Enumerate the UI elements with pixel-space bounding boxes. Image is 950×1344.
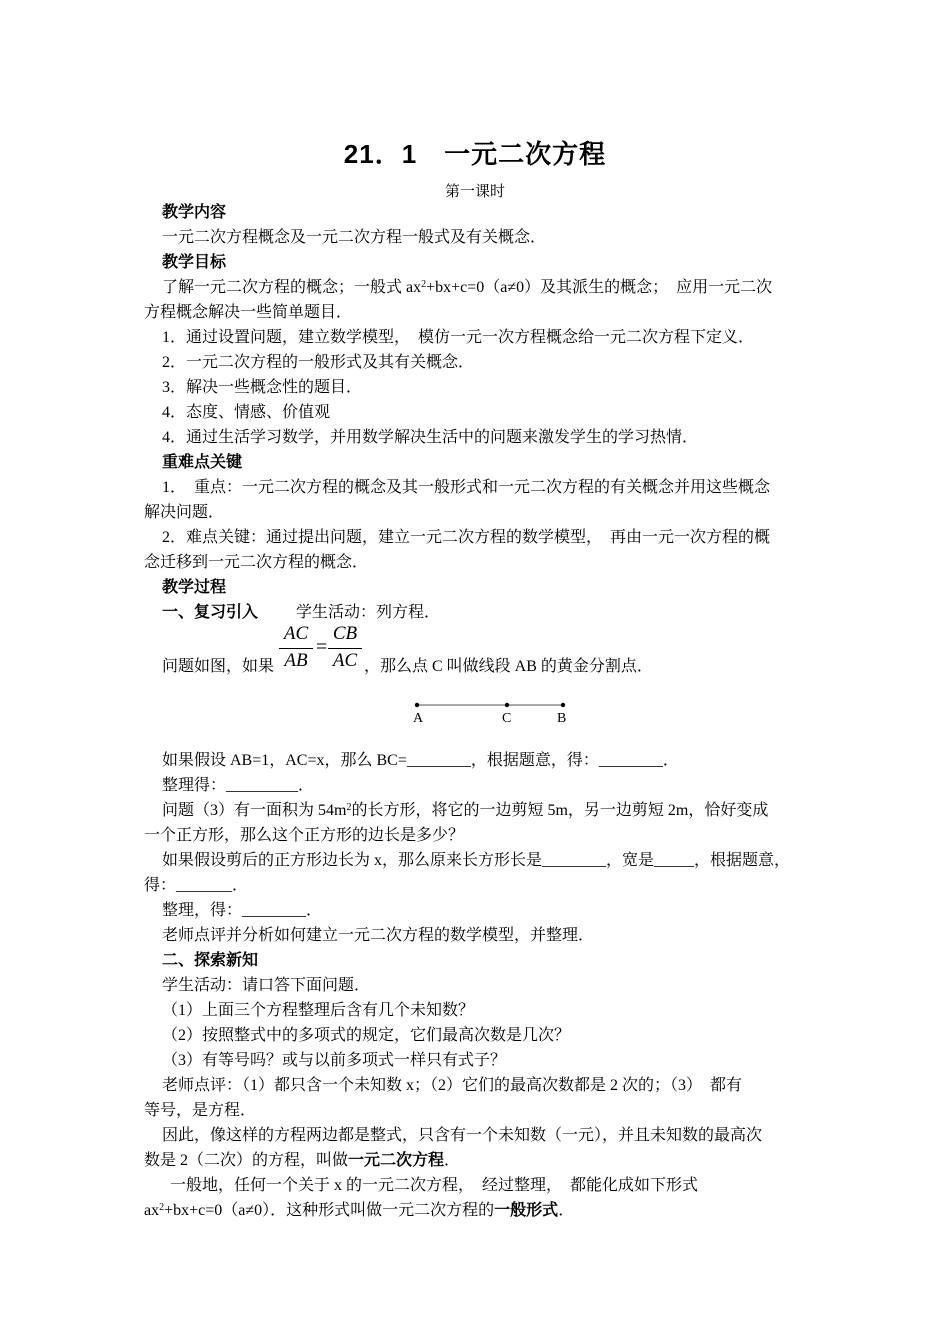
goals-intro-line1 bbox=[162, 278, 772, 298]
goal-2: 2．一元二次方程的一般形式及其有关概念． bbox=[162, 354, 475, 371]
general-form-sup: 2 bbox=[159, 1202, 165, 1213]
fraction-1-bar bbox=[279, 648, 313, 649]
problem-3-sup: 2 bbox=[346, 802, 352, 813]
term-quadratic-equation: 一元二次方程 bbox=[348, 1152, 445, 1169]
definition-line1: 因此，像这样的方程两边都是整式，只含有一个未知数（一元），并且未知数的最高次 bbox=[162, 1127, 763, 1144]
problem-prefix: 问题如图，如果 bbox=[162, 658, 275, 675]
point-c-dot bbox=[505, 703, 509, 707]
explore-activity: 学生活动：请口答下面问题． bbox=[162, 977, 371, 994]
review-heading: 一、复习引入 bbox=[162, 604, 259, 621]
goals-intro-sup: 2 bbox=[421, 279, 427, 290]
goals-intro-a: 了解一元二次方程的概念；一般式 ax bbox=[162, 279, 422, 296]
review-activity: 学生活动：列方程． bbox=[296, 604, 441, 621]
general-form-line2 bbox=[144, 1201, 574, 1221]
page-title: 21．1 一元二次方程 bbox=[343, 139, 607, 169]
content-text: 一元二次方程概念及一元二次方程一般式及有关概念． bbox=[162, 229, 547, 246]
explore-heading: 二、探索新知 bbox=[162, 952, 259, 969]
page-subtitle: 第一课时 bbox=[444, 184, 505, 200]
key-1-line2: 解决问题． bbox=[144, 504, 225, 521]
point-a-dot bbox=[415, 703, 419, 707]
definition-line2-b: ． bbox=[444, 1152, 461, 1169]
key-2-line1: 2．难点关键：通过提出问题，建立一元二次方程的数学模型， 再由一元一次方程的概 bbox=[162, 529, 771, 546]
teacher-comment-2-line1: 老师点评：（1）都只含一个未知数 x；（2）它们的最高次数都是 2 次的；（3） 都有 bbox=[162, 1077, 743, 1094]
teacher-comment-2-line2: 等号，是方程． bbox=[144, 1102, 257, 1119]
goal-3: 3．解决一些概念性的题目． bbox=[162, 379, 363, 396]
assume-2-line2: 得：_______． bbox=[144, 877, 249, 894]
fraction-ac-over-ab bbox=[279, 623, 313, 675]
general-form-c: ． bbox=[558, 1202, 575, 1219]
goals-heading: 教学目标 bbox=[162, 254, 227, 271]
goals-intro-line2: 方程概念解决一些简单题目． bbox=[144, 304, 353, 321]
teacher-comment-1: 老师点评并分析如何建立一元二次方程的数学模型，并整理． bbox=[162, 927, 595, 944]
point-b-label: B bbox=[557, 711, 567, 726]
goal-4: 4．态度、情感、价值观 bbox=[162, 404, 331, 421]
general-form-line1: 一般地，任何一个关于 x 的一元二次方程， 经过整理， 都能化成如下形式 bbox=[170, 1177, 699, 1194]
problem-3-line2: 一个正方形，那么这个正方形的边长是多少？ bbox=[144, 827, 465, 844]
fraction-2-numerator: CB bbox=[332, 623, 358, 644]
fraction-2-bar bbox=[328, 648, 362, 649]
equals-sign: = bbox=[316, 636, 328, 658]
question-2: （2）按照整式中的多项式的规定，它们最高次数是几次？ bbox=[162, 1027, 571, 1044]
term-general-form: 一般形式 bbox=[494, 1202, 559, 1219]
goals-intro-b: +bx+c=0（a≠0）及其派生的概念； 应用一元二次 bbox=[426, 279, 773, 296]
fraction-cb-over-ac bbox=[328, 623, 362, 675]
problem-3-b: 的长方形，将它的一边剪短 5m，另一边剪短 2m，恰好变成 bbox=[351, 802, 769, 819]
question-1: （1）上面三个方程整理后含有几个未知数？ bbox=[162, 1002, 475, 1019]
fraction-1-numerator: AC bbox=[283, 623, 309, 644]
point-a-label: A bbox=[413, 711, 424, 726]
key-2-line2: 念迁移到一元二次方程的概念． bbox=[144, 554, 369, 571]
content-heading: 教学内容 bbox=[162, 204, 227, 221]
definition-line2 bbox=[144, 1151, 460, 1171]
goal-1: 1．通过设置问题，建立数学模型， 模仿一元一次方程概念给一元二次方程下定义． bbox=[162, 329, 755, 346]
fraction-2-denominator: AC bbox=[332, 650, 358, 671]
general-form-a: ax bbox=[144, 1202, 160, 1219]
point-b-dot bbox=[561, 703, 565, 707]
question-3: （3）有等号吗？或与以前多项式一样只有式子？ bbox=[162, 1052, 507, 1069]
arrange-2: 整理，得：________． bbox=[162, 902, 323, 919]
process-heading: 教学过程 bbox=[162, 579, 227, 596]
fraction-1-denominator: AB bbox=[284, 650, 308, 671]
goal-5: 4．通过生活学习数学，并用数学解决生活中的问题来激发学生的学习热情． bbox=[162, 429, 699, 446]
general-form-b: +bx+c=0（a≠0）．这种形式叫做一元二次方程的 bbox=[164, 1202, 495, 1219]
key-1-line1: 1． 重点：一元二次方程的概念及其一般形式和一元二次方程的有关概念并用这些概念 bbox=[162, 479, 771, 496]
definition-line2-a: 数是 2（二次）的方程，叫做 bbox=[144, 1152, 349, 1169]
problem-3-a: 问题（3）有一面积为 54m bbox=[162, 802, 347, 819]
key-heading: 重难点关键 bbox=[162, 454, 243, 471]
segment-ab-diagram bbox=[405, 698, 575, 718]
point-c-label: C bbox=[502, 711, 512, 726]
problem-suffix: ，那么点 C 叫做线段 AB 的黄金分割点． bbox=[364, 658, 653, 675]
arrange-1: 整理得：_________． bbox=[162, 777, 315, 794]
assume-1: 如果假设 AB=1，AC=x，那么 BC=________，根据题意，得：________． bbox=[162, 752, 679, 769]
assume-2-line1: 如果假设剪后的正方形边长为 x，那么原来长方形长是________，宽是_____，根据题意， bbox=[162, 852, 791, 869]
problem-3-line1 bbox=[162, 801, 768, 821]
